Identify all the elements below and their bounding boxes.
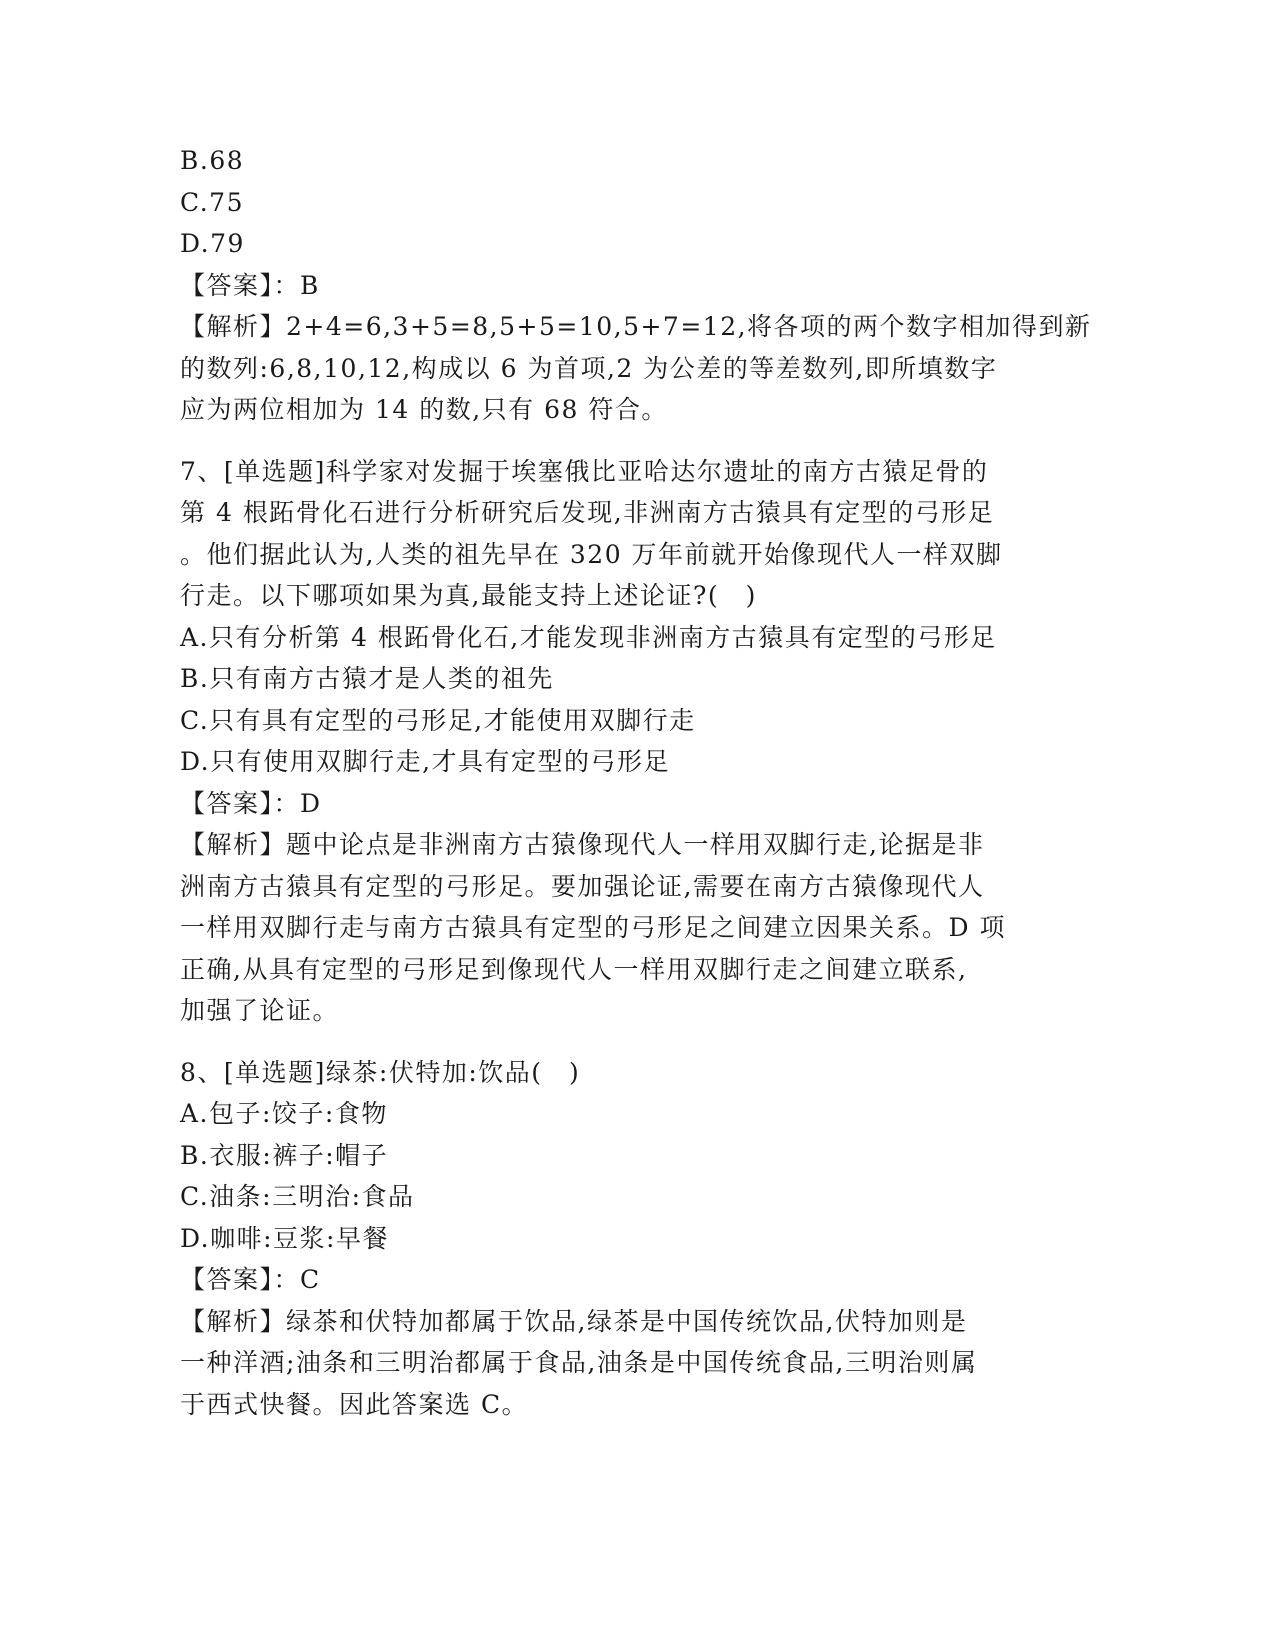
question-8-block xyxy=(180,1052,1060,1426)
analysis-line: 【解析】2+4=6,3+5=8,5+5=10,5+7=12,将各项的两个数字相加得到新 xyxy=(180,312,1092,341)
question-line: 7、[单选题]科学家对发掘于埃塞俄比亚哈达尔遗址的南方古猿足骨的 xyxy=(180,456,989,486)
analysis-line: 一样用双脚行走与南方古猿具有定型的弓形足之间建立因果关系。D 项 xyxy=(180,913,1006,942)
option-c: C.75 xyxy=(180,187,244,217)
option-a: A.只有分析第 4 根跖骨化石,才能发现非洲南方古猿具有定型的弓形足 xyxy=(180,622,997,652)
document-page xyxy=(180,140,1092,1425)
option-d: D.79 xyxy=(180,229,245,258)
analysis-line: 于西式快餐。因此答案选 C。 xyxy=(180,1389,529,1419)
option-b: B.68 xyxy=(180,146,245,175)
question-line: 行走。以下哪项如果为真,最能支持上述论证?( ) xyxy=(180,581,757,610)
analysis-line: 的数列:6,8,10,12,构成以 6 为首项,2 为公差的等差数列,即所填数字 xyxy=(180,353,998,383)
answer-line: 【答案】：C xyxy=(180,1265,321,1294)
question-line: 。他们据此认为,人类的祖先早在 320 万年前就开始像现代人一样双脚 xyxy=(180,539,1003,569)
answer-line: 【答案】：B xyxy=(180,270,320,300)
question-line: 第 4 根跖骨化石进行分析研究后发现,非洲南方古猿具有定型的弓形足 xyxy=(180,498,995,527)
analysis-line: 洲南方古猿具有定型的弓形足。要加强论证,需要在南方古猿像现代人 xyxy=(180,871,985,901)
option-d: D.只有使用双脚行走,才具有定型的弓形足 xyxy=(180,747,671,776)
option-c: C.只有具有定型的弓形足,才能使用双脚行走 xyxy=(180,705,696,735)
analysis-line: 正确,从具有定型的弓形足到像现代人一样用双脚行走之间建立联系, xyxy=(180,954,968,984)
option-b: B.衣服:裤子:帽子 xyxy=(180,1140,389,1170)
option-d: D.咖啡:豆浆:早餐 xyxy=(180,1223,389,1253)
option-c: C.油条:三明治:食品 xyxy=(180,1182,415,1211)
option-b: B.只有南方古猿才是人类的祖先 xyxy=(180,664,554,693)
analysis-line: 【解析】绿茶和伏特加都属于饮品,绿茶是中国传统饮品,伏特加则是 xyxy=(180,1306,968,1336)
analysis-line: 【解析】题中论点是非洲南方古猿像现代人一样用双脚行走,论据是非 xyxy=(180,830,985,859)
question-7-block xyxy=(180,451,1060,1032)
analysis-line: 一种洋酒;油条和三明治都属于食品,油条是中国传统食品,三明治则属 xyxy=(180,1348,978,1377)
option-a: A.包子:饺子:食物 xyxy=(180,1099,388,1128)
analysis-line: 加强了论证。 xyxy=(180,996,340,1025)
question-6-block xyxy=(180,140,1092,431)
answer-line: 【答案】：D xyxy=(180,788,322,818)
question-line: 8、[单选题]绿茶:伏特加:饮品( ) xyxy=(180,1057,581,1087)
analysis-line: 应为两位相加为 14 的数,只有 68 符合。 xyxy=(180,395,668,424)
